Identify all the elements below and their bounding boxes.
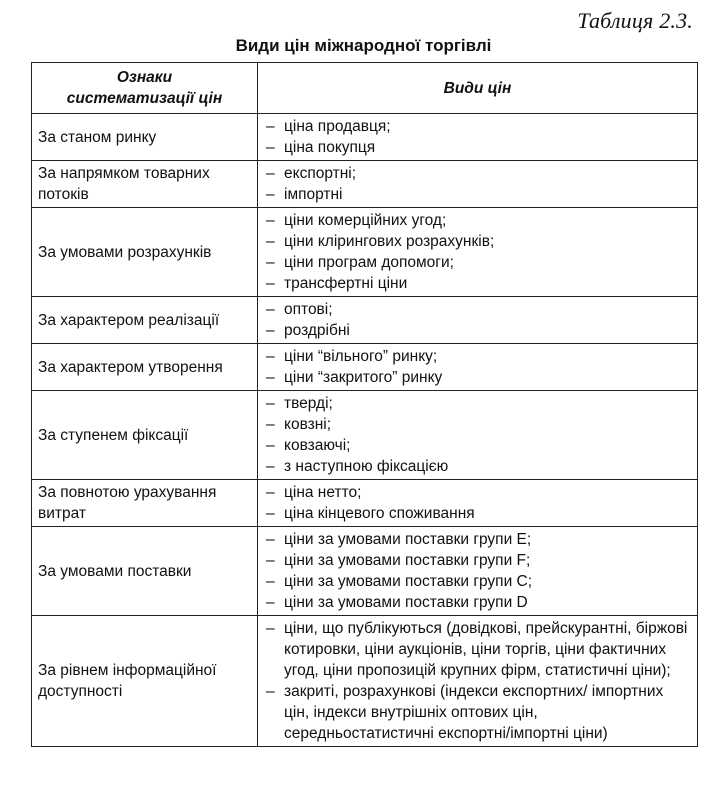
price-types-table bbox=[31, 62, 698, 747]
price-type-item: – експортні; bbox=[264, 163, 691, 184]
price-type-item: – ціни “закритого” ринку bbox=[264, 367, 691, 388]
price-types-list bbox=[264, 299, 691, 341]
table-row bbox=[32, 616, 698, 747]
table-title: Види цін міжнародної торгівлі bbox=[235, 36, 492, 55]
price-type-item: – роздрібні bbox=[264, 320, 691, 341]
table-caption: Таблиця 2.3. bbox=[577, 8, 693, 33]
price-type-item: – ціни за умовами поставки групи D bbox=[264, 592, 691, 613]
header-criteria-line2: систематизації цін bbox=[66, 90, 223, 107]
table-row bbox=[32, 161, 698, 208]
price-types-list bbox=[264, 210, 691, 294]
price-types-list bbox=[264, 116, 691, 158]
price-type-item: – ковзаючі; bbox=[264, 435, 691, 456]
criterion-cell: За характером реалізації bbox=[32, 297, 258, 344]
criterion-cell: За умовами розрахунків bbox=[32, 208, 258, 297]
table-row bbox=[32, 480, 698, 527]
price-type-item: – ціни клірингових розрахунків; bbox=[264, 231, 691, 252]
price-types-list bbox=[264, 346, 691, 388]
table-row bbox=[32, 114, 698, 161]
header-criteria bbox=[32, 63, 258, 114]
price-type-item: – ціни, що публікуються (довідкові, прейскурантні, біржові котировки, ціни аукціонів, ціни торгів, ціни фактичних угод, ціни пропозицій крупних фірм, статистичні ціни); bbox=[264, 618, 691, 681]
price-type-item: – ціни за умовами поставки групи C; bbox=[264, 571, 691, 592]
criterion-cell: За напрямком товарних потоків bbox=[32, 161, 258, 208]
price-type-item: – з наступною фіксацією bbox=[264, 456, 691, 477]
criterion-cell: За станом ринку bbox=[32, 114, 258, 161]
price-type-item: – ціна продавця; bbox=[264, 116, 691, 137]
price-type-item: – ціна кінцевого споживання bbox=[264, 503, 691, 524]
header-criteria-line1: Ознаки bbox=[116, 69, 173, 86]
price-types-cell bbox=[258, 616, 698, 747]
table-body bbox=[32, 114, 698, 747]
price-types-cell bbox=[258, 391, 698, 480]
price-type-item: – ковзні; bbox=[264, 414, 691, 435]
price-type-item: – ціни “вільного” ринку; bbox=[264, 346, 691, 367]
table-header-row bbox=[32, 63, 698, 114]
price-type-item: – ціни програм допомоги; bbox=[264, 252, 691, 273]
price-types-cell bbox=[258, 344, 698, 391]
table-row bbox=[32, 391, 698, 480]
price-types-list bbox=[264, 393, 691, 477]
price-types-cell bbox=[258, 208, 698, 297]
price-types-list bbox=[264, 618, 691, 744]
table-row bbox=[32, 344, 698, 391]
price-type-item: – ціна нетто; bbox=[264, 482, 691, 503]
criterion-cell: За повнотою урахування витрат bbox=[32, 480, 258, 527]
price-type-item: – ціни за умовами поставки групи F; bbox=[264, 550, 691, 571]
price-types-cell bbox=[258, 297, 698, 344]
price-type-item: – імпортні bbox=[264, 184, 691, 205]
price-type-item: – ціни комерційних угод; bbox=[264, 210, 691, 231]
price-type-item: – закриті, розрахункові (індекси експортних/ імпортних цін, індекси внутрішніх оптових цін, середньостатистичні експортні/імпортні ціни) bbox=[264, 681, 691, 744]
price-types-list bbox=[264, 482, 691, 524]
price-types-cell bbox=[258, 480, 698, 527]
table-row bbox=[32, 208, 698, 297]
price-types-cell bbox=[258, 527, 698, 616]
criterion-cell: За ступенем фіксації bbox=[32, 391, 258, 480]
price-type-item: – ціна покупця bbox=[264, 137, 691, 158]
price-types-list bbox=[264, 529, 691, 613]
price-types-cell bbox=[258, 161, 698, 208]
price-types-cell bbox=[258, 114, 698, 161]
price-types-list bbox=[264, 163, 691, 205]
criterion-cell: За умовами поставки bbox=[32, 527, 258, 616]
table-row bbox=[32, 297, 698, 344]
criterion-cell: За характером утворення bbox=[32, 344, 258, 391]
price-type-item: – ціни за умовами поставки групи E; bbox=[264, 529, 691, 550]
header-price-types: Види цін bbox=[258, 63, 698, 114]
table-row bbox=[32, 527, 698, 616]
price-type-item: – трансфертні ціни bbox=[264, 273, 691, 294]
price-type-item: – тверді; bbox=[264, 393, 691, 414]
price-type-item: – оптові; bbox=[264, 299, 691, 320]
criterion-cell: За рівнем інформаційної доступності bbox=[32, 616, 258, 747]
